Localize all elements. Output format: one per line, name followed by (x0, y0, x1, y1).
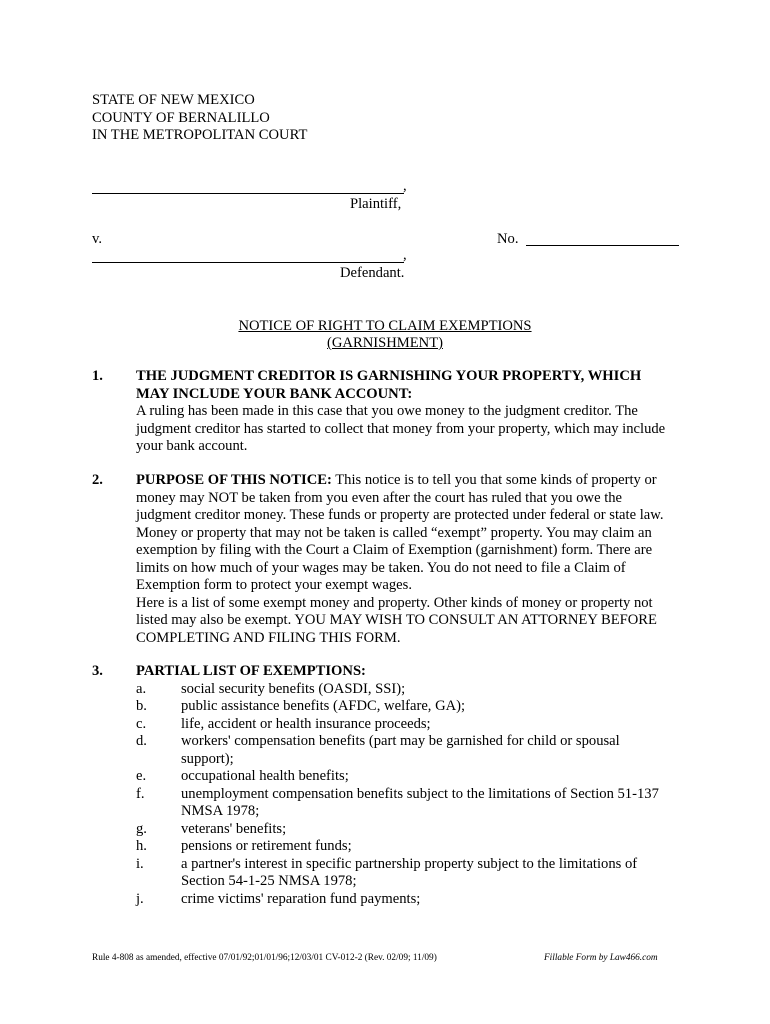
section-2-text: Money or property that may not be taken is called “exempt” property. You may claim an (136, 525, 652, 541)
section-2-first-line (136, 472, 657, 490)
exemption-letter: c. (136, 716, 147, 732)
exemption-item: workers' compensation benefits (part may be garnished for child or spousal (181, 733, 620, 749)
exemption-item: public assistance benefits (AFDC, welfare, GA); (181, 698, 466, 714)
section-2-text: This notice is to tell you that some kinds of property or (331, 472, 657, 488)
exemption-item: unemployment compensation benefits subject to the limitations of Section 51-137 (181, 786, 659, 802)
section-2-text: listed may also be exempt. YOU MAY WISH TO CONSULT AN ATTORNEY BEFORE (136, 612, 657, 628)
exemption-letter: i. (136, 856, 144, 872)
exemption-item: veterans' benefits; (181, 821, 287, 837)
notice-subtitle: (GARNISHMENT) (327, 335, 443, 351)
defendant-name-field[interactable] (92, 262, 404, 263)
notice-title: NOTICE OF RIGHT TO CLAIM EXEMPTIONS (238, 318, 532, 334)
exemption-letter: d. (136, 733, 147, 749)
defendant-label: Defendant. (340, 265, 405, 281)
exemption-letter: j. (136, 891, 144, 907)
exemption-letter: e. (136, 768, 147, 784)
section-1-text: A ruling has been made in this case that you owe money to the judgment creditor. The (136, 403, 638, 419)
exemption-item: Section 54-1-25 NMSA 1978; (181, 873, 357, 889)
exemption-letter: g. (136, 821, 147, 837)
section-1-number: 1. (92, 368, 103, 384)
case-number-label: No. (497, 231, 519, 247)
footer-rule-citation: Rule 4-808 as amended, effective 07/01/92;01/01/96;12/03/01 CV-012-2 (Rev. 02/09; 11/09) (92, 953, 437, 963)
county-heading: COUNTY OF BERNALILLO (92, 110, 270, 126)
exemption-item: support); (181, 751, 234, 767)
section-2-text: exemption by filing with the Court a Claim of Exemption (garnishment) form. There are (136, 542, 653, 558)
court-heading: IN THE METROPOLITAN COURT (92, 127, 308, 143)
section-2-text: Exemption form to protect your exempt wages. (136, 577, 412, 593)
plaintiff-label: Plaintiff, (350, 196, 402, 212)
defendant-comma: , (403, 247, 407, 263)
footer-credit: Fillable Form by Law466.com (544, 953, 658, 963)
exemption-item: a partner's interest in specific partnership property subject to the limitations of (181, 856, 638, 872)
exemption-letter: b. (136, 698, 147, 714)
exemption-item: NMSA 1978; (181, 803, 260, 819)
state-heading: STATE OF NEW MEXICO (92, 92, 255, 108)
plaintiff-comma: , (403, 178, 407, 194)
exemption-letter: a. (136, 681, 147, 697)
section-1-heading: THE JUDGMENT CREDITOR IS GARNISHING YOUR PROPERTY, WHICH (136, 368, 642, 384)
exemption-item: social security benefits (OASDI, SSI); (181, 681, 406, 697)
section-2-text: COMPLETING AND FILING THIS FORM. (136, 630, 401, 646)
plaintiff-name-field[interactable] (92, 193, 404, 194)
section-1-text: your bank account. (136, 438, 248, 454)
exemption-item: occupational health benefits; (181, 768, 349, 784)
exemption-letter: f. (136, 786, 145, 802)
versus-label: v. (92, 231, 102, 247)
exemption-item: crime victims' reparation fund payments; (181, 891, 421, 907)
section-3-number: 3. (92, 663, 103, 679)
section-1-heading: MAY INCLUDE YOUR BANK ACCOUNT: (136, 386, 413, 402)
section-2-text: limits on how much of your wages may be taken. You do not need to file a Claim of (136, 560, 626, 576)
exemption-item: life, accident or health insurance proceeds; (181, 716, 431, 732)
section-2-number: 2. (92, 472, 103, 488)
section-3-heading: PARTIAL LIST OF EXEMPTIONS: (136, 663, 366, 679)
section-2-text: judgment creditor money. These funds or property are protected under federal or state law. (136, 507, 664, 523)
section-2-text: money may NOT be taken from you even after the court has ruled that you owe the (136, 490, 623, 506)
case-number-field[interactable] (526, 245, 679, 246)
section-2-heading: PURPOSE OF THIS NOTICE: (136, 472, 332, 488)
section-1-text: judgment creditor has started to collect that money from your property, which may include (136, 421, 666, 437)
exemption-letter: h. (136, 838, 147, 854)
exemption-item: pensions or retirement funds; (181, 838, 352, 854)
section-2-text: Here is a list of some exempt money and property. Other kinds of money or property not (136, 595, 653, 611)
